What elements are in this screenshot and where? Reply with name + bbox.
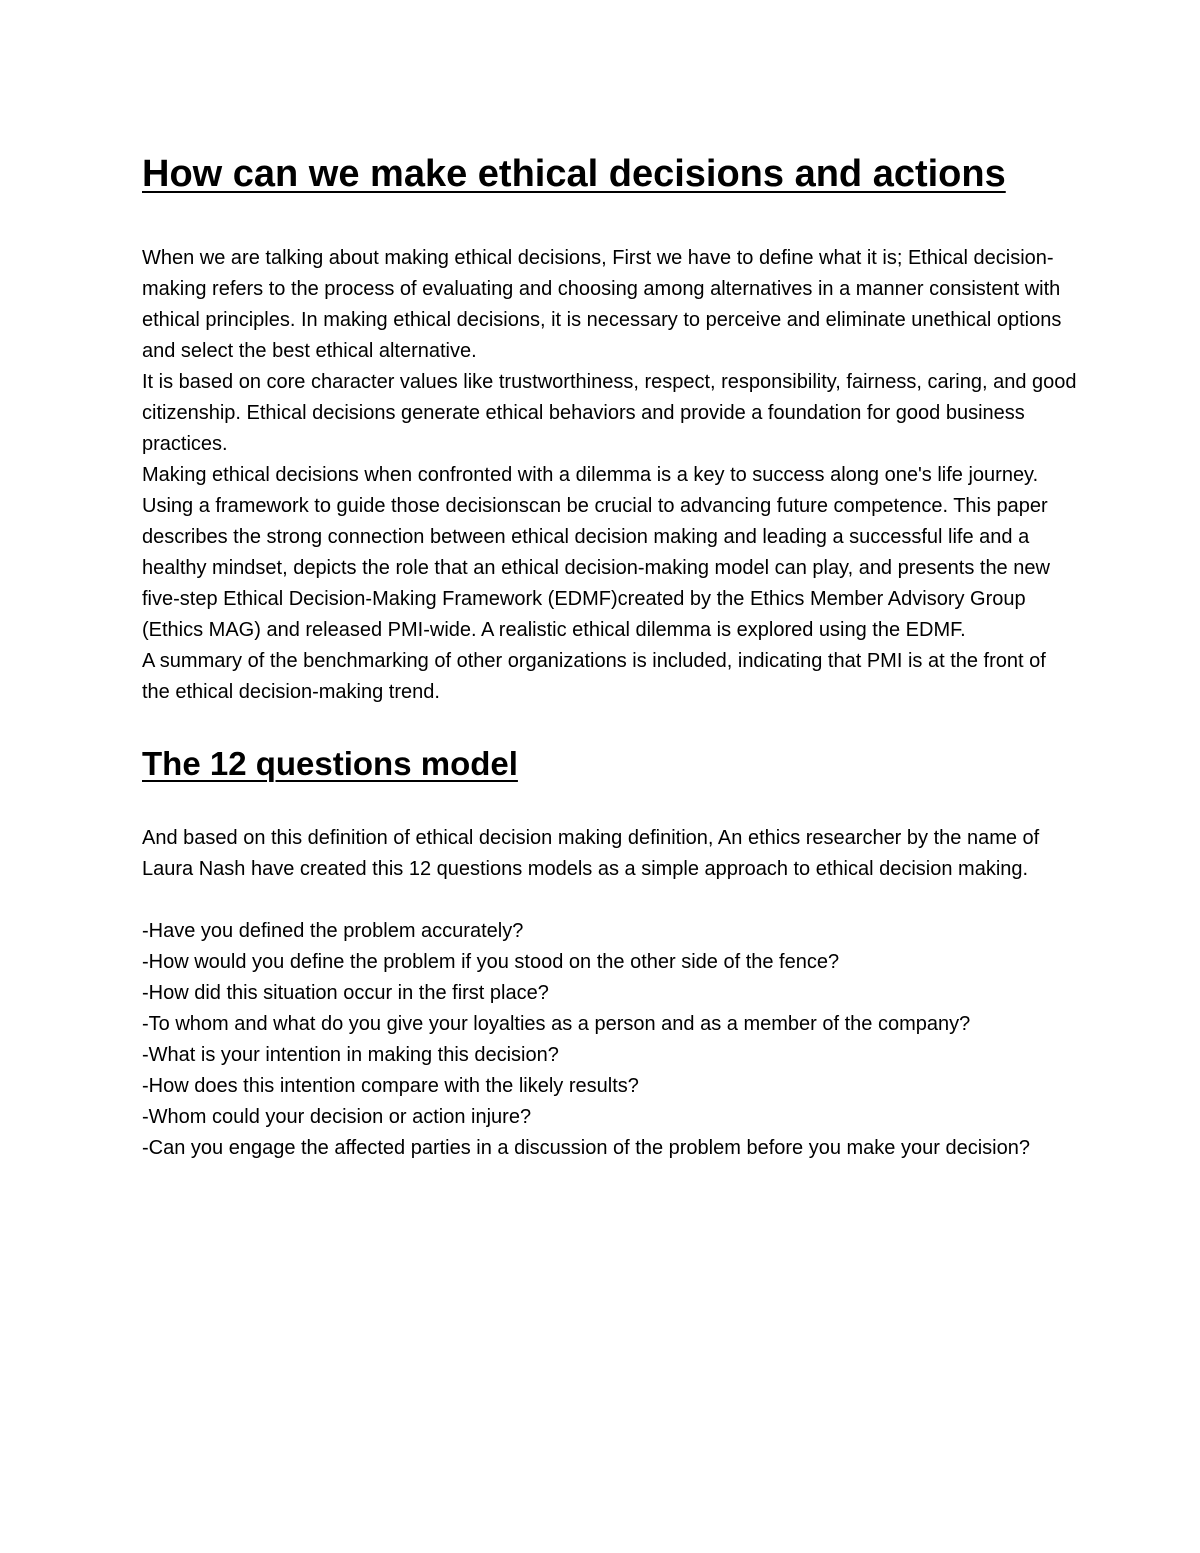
question-item: -Can you engage the affected parties in a discussion of the problem before you make your decision?: [142, 1137, 1030, 1160]
model-intro-paragraph: And based on this definition of ethical decision making definition, An ethics researcher by the name of Laura Nash have created this 12 questions models as a simple approach to ethical decision making.: [142, 827, 1040, 881]
document-page: [142, 148, 1077, 1164]
question-item: -Have you defined the problem accurately?: [142, 920, 524, 943]
page-title: How can we make ethical decisions and actions: [142, 153, 1006, 195]
section-title-12-questions: The 12 questions model: [142, 745, 518, 783]
intro-section: [142, 243, 1077, 708]
question-item: -Whom could your decision or action injure?: [142, 1106, 532, 1129]
intro-paragraph: Making ethical decisions when confronted with a dilemma is a key to success along one's life journey. Using a framework to guide those decisionscan be crucial to advancing future competence. This paper describes the strong connection between ethical decision making and leading a successful life and a healthy mindset, depicts the role that an ethical decision-making model can play, and presents the new five-step Ethical Decision-Making Framework (EDMF)created by the Ethics Member Advisory Group (Ethics MAG) and released PMI-wide. A realistic ethical dilemma is explored using the EDMF.: [142, 464, 1050, 642]
question-item: -To whom and what do you give your loyalties as a person and as a member of the company?: [142, 1013, 971, 1036]
intro-paragraph: A summary of the benchmarking of other organizations is included, indicating that PMI is at the front of the ethical decision-making trend.: [142, 650, 1046, 704]
question-item: -What is your intention in making this decision?: [142, 1044, 559, 1067]
intro-paragraph: It is based on core character values like trustworthiness, respect, responsibility, fairness, caring, and good citizenship. Ethical decisions generate ethical behaviors and provide a foundation for good business practices.: [142, 371, 1077, 456]
questions-list: [142, 916, 1077, 1164]
question-item: -How did this situation occur in the first place?: [142, 982, 549, 1005]
question-item: -How does this intention compare with the likely results?: [142, 1075, 639, 1098]
question-item: -How would you define the problem if you stood on the other side of the fence?: [142, 951, 840, 974]
intro-paragraph: When we are talking about making ethical decisions, First we have to define what it is; Ethical decision-making refers to the process of evaluating and choosing among alternatives in a manner consistent with ethical principles. In making ethical decisions, it is necessary to perceive and eliminate unethical options and select the best ethical alternative.: [142, 247, 1062, 363]
